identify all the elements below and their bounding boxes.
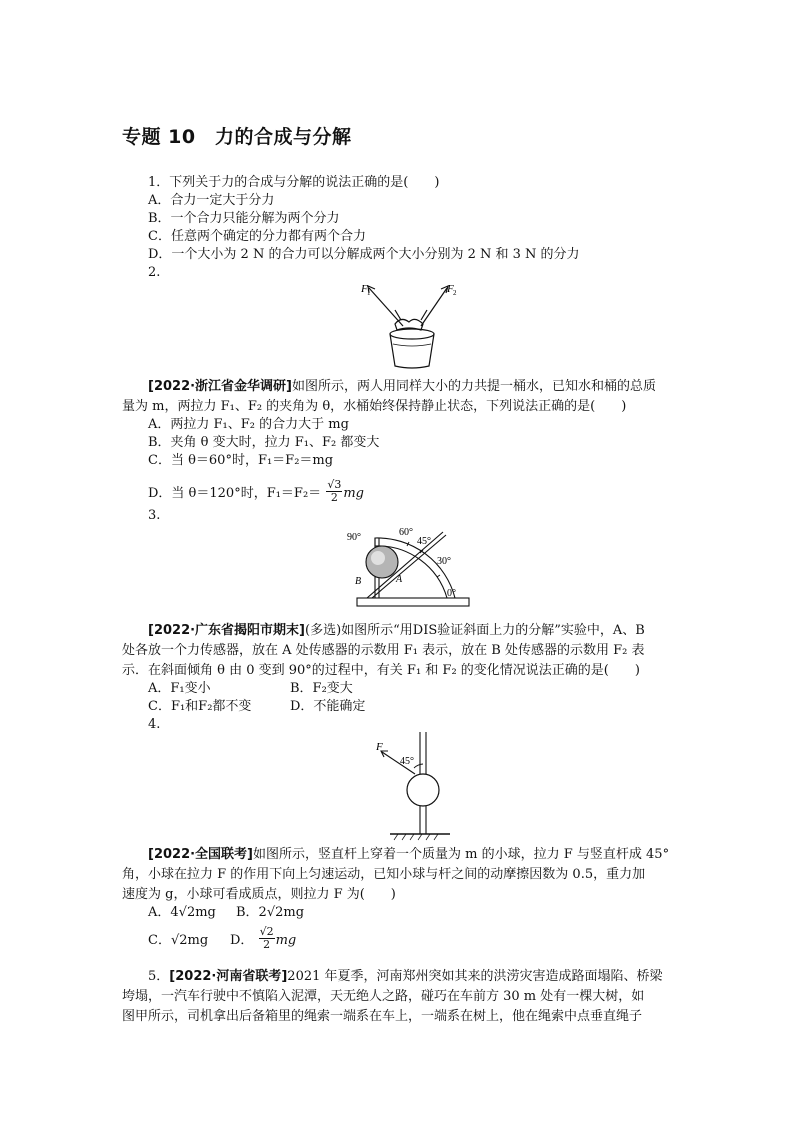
q4-stem-1: 如图所示，竖直杆上穿着一个质量为 m 的小球，拉力 F 与竖直杆成 45°	[253, 847, 670, 862]
page-title: 专题 10 力的合成与分解	[122, 126, 352, 148]
q4-number: 4.	[148, 717, 161, 732]
q4-stem-line-1	[148, 846, 669, 864]
q4-option-c: C．√2mg	[148, 933, 209, 948]
ball-highlight	[371, 551, 385, 565]
fraction	[259, 926, 275, 951]
q1-option-c: C．任意两个确定的分力都有两个合力	[148, 229, 366, 244]
label-f1-sub: 1	[367, 289, 371, 297]
q5-text-1: 2021 年夏季，河南郑州突如其来的洪涝灾害造成路面塌陷、桥梁	[287, 969, 663, 984]
q4-source: [2022·全国联考]	[148, 847, 254, 862]
q3-option-c: C．F₁和F₂都不变	[148, 699, 252, 714]
q4-option-d-unit: mg	[275, 933, 297, 948]
q3-stem-line-1	[148, 622, 645, 640]
q4-stem-line-3: 速度为 g，小球可看成质点，则拉力 F 为( )	[122, 887, 396, 902]
q3-option-a: A．F₁变小	[148, 681, 211, 696]
fraction-denominator: 2	[263, 938, 271, 951]
angle-arc	[414, 764, 423, 768]
q5-line-2: 垮塌，一汽车行驶中不慎陷入泥潭，天无绝人之路，碰巧在车前方 30 m 处有一棵大树，如	[122, 989, 645, 1004]
q4-rod-ball-figure	[370, 730, 450, 842]
fraction	[326, 479, 342, 504]
label-60: 60°	[399, 527, 413, 538]
q2-option-d-text: D．当 θ＝120°时，F₁＝F₂＝	[148, 486, 322, 501]
q1-option-b: B．一个合力只能分解为两个分力	[148, 211, 340, 226]
q4-option-a: A．4√2mg	[148, 905, 216, 920]
label-b: B	[355, 576, 362, 587]
fraction-denominator: 2	[330, 491, 338, 504]
label-f1: F	[361, 283, 368, 295]
q3-stem-line-2: 处各放一个力传感器，放在 A 处传感器的示数用 F₁ 表示，放在 B 处传感器的示数用 F₂ 表	[122, 643, 645, 658]
label-a: A	[396, 574, 403, 585]
q3-source: [2022·广东省揭阳市期末]	[148, 623, 306, 638]
q2-option-d-unit: mg	[343, 486, 364, 501]
q2-option-b: B．夹角 θ 变大时，拉力 F₁、F₂ 都变大	[148, 435, 380, 450]
base-plate	[357, 598, 469, 606]
label-45: 45°	[417, 536, 431, 547]
q2-source: [2022·浙江省金华调研]	[148, 379, 293, 394]
q2-bucket-figure	[355, 280, 465, 372]
q1-option-d: D．一个大小为 2 N 的合力可以分解成两个大小分别为 2 N 和 3 N 的分力	[148, 247, 580, 262]
q2-stem-line-1	[148, 378, 656, 396]
q3-option-d: D．不能确定	[290, 699, 366, 714]
q5-prefix: 5．	[148, 969, 170, 984]
ball-icon	[407, 774, 439, 806]
label-f2: F	[447, 283, 454, 295]
q2-stem-1: 如图所示，两人用同样大小的力共提一桶水，已知水和桶的总质	[292, 379, 657, 394]
q3-stem-1: (多选)如图所示“用DIS验证斜面上力的分解”实验中，A、B	[305, 623, 645, 638]
q4-option-d	[230, 925, 297, 953]
q4-option-b: B．2√2mg	[236, 905, 305, 920]
q3-number: 3.	[148, 508, 161, 523]
label-f: F	[376, 741, 383, 753]
q1-option-a: A．合力一定大于分力	[148, 193, 275, 208]
label-45deg: 45°	[400, 756, 414, 767]
q2-stem-line-2: 量为 m，两拉力 F₁、F₂ 的夹角为 θ，水桶始终保持静止状态，下列说法正确的是( )	[122, 399, 627, 414]
q3-option-b: B．F₂变大	[290, 681, 353, 696]
q3-incline-figure	[345, 520, 475, 612]
q4-option-d-text: D．	[230, 933, 254, 948]
q2-option-a: A．两拉力 F₁、F₂ 的合力大于 mg	[148, 417, 349, 432]
q5-line-1	[148, 968, 663, 986]
q2-option-d	[148, 478, 364, 506]
fraction-numerator: √3	[327, 478, 342, 491]
q1-stem: 1．下列关于力的合成与分解的说法正确的是( )	[148, 175, 440, 190]
q4-stem-line-2: 角，小球在拉力 F 的作用下向上匀速运动，已知小球与杆之间的动摩擦因数为 0.5，重力加	[122, 867, 646, 882]
q5-line-3: 图甲所示，司机拿出后备箱里的绳索一端系在车上，一端系在树上，他在绳索中点垂直绳子	[122, 1009, 643, 1024]
q2-option-c: C．当 θ＝60°时，F₁＝F₂＝mg	[148, 453, 334, 468]
label-30: 30°	[437, 556, 451, 567]
q3-stem-line-3: 示．在斜面倾角 θ 由 0 变到 90°的过程中，有关 F₁ 和 F₂ 的变化情况说法正确的是( )	[122, 663, 640, 678]
label-f2-sub: 2	[453, 289, 457, 297]
label-90: 90°	[347, 532, 361, 543]
fraction-numerator: √2	[259, 925, 274, 938]
force-arrow-f2	[421, 288, 447, 326]
q5-source: [2022·河南省联考]	[169, 969, 288, 984]
label-0: 0°	[447, 588, 456, 599]
q2-number: 2.	[148, 265, 161, 280]
